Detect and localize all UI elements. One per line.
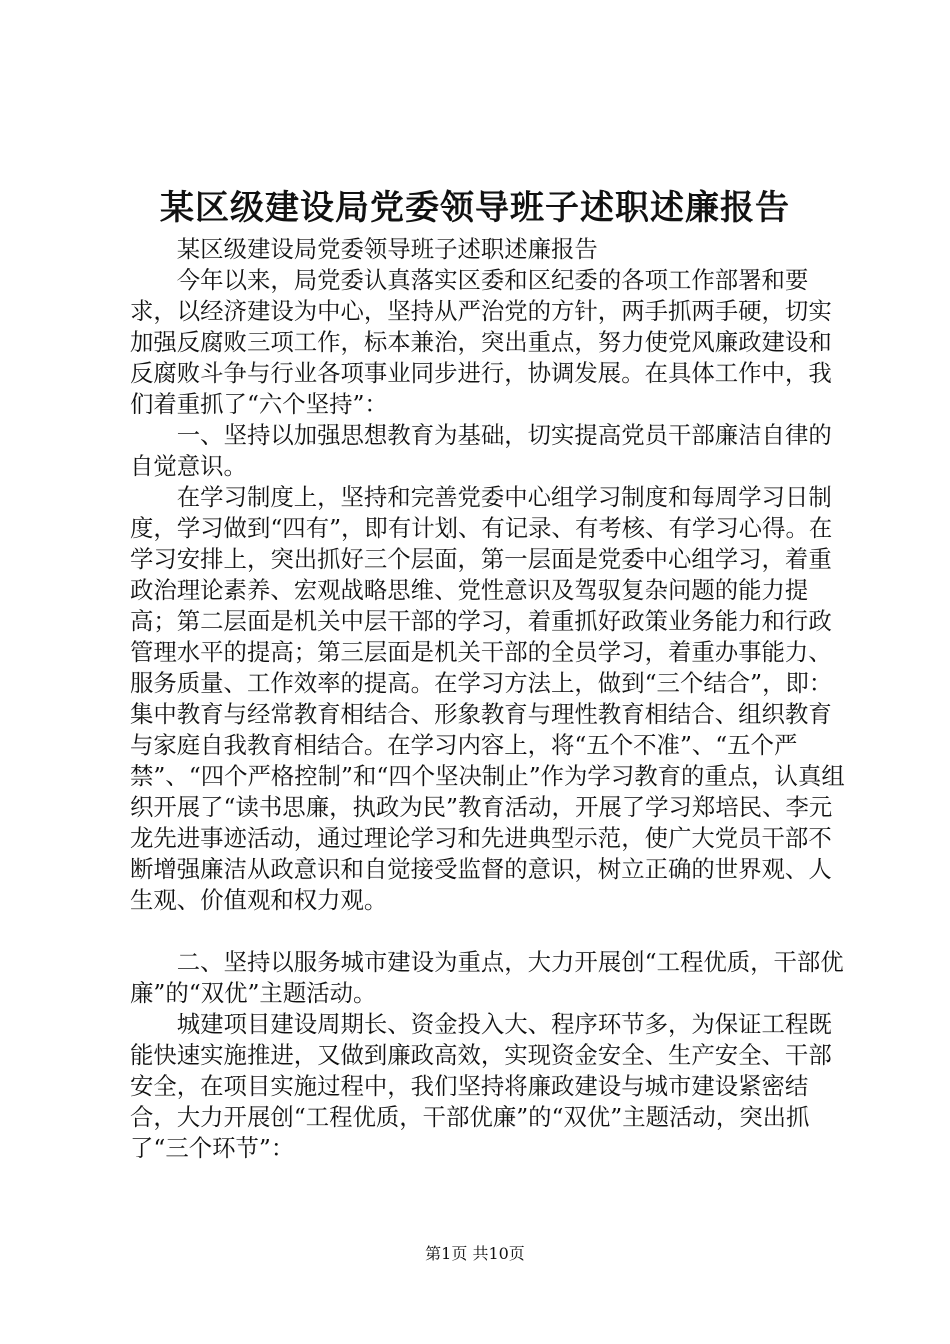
paragraph-heading-one: 一、坚持以加强思想教育为基础，切实提高党员干部廉洁自律的自觉意识。 bbox=[130, 421, 832, 480]
paragraph-heading-two: 二、坚持以服务城市建设为重点，大力开展创“工程优质，干部优廉”的“双优”主题活动。 bbox=[130, 948, 844, 1007]
paragraph-study-system: 在学习制度上，坚持和完善党委中心组学习制度和每周学习日制度，学习做到“四有”，即有计划、有记录、有考核、有学习心得。在学习安排上，突出抓好三个层面，第一层面是党委中心组学习，着重政治理论素养、宏观战略思维、党性意识及驾驭复杂问题的能力提高；第二层面是机关中层干部的学习，着重抓好政策业务能力和行政管理水平的提高；第三层面是机关干部的全员学习，着重办事能力、服务质量、工作效率的提高。在学习方法上，做到“三个结合”，即：集中教育与经常教育相结合、形象教育与理性教育相结合、组织教育与家庭自我教育相结合。在学习内容上，将“五个不准”、“五个严禁”、“四个严格控制”和“四个坚决制止”作为学习教育的重点，认真组织开展了“读书思廉，执政为民”教育活动，开展了学习郑培民、李元龙先进事迹活动，通过理论学习和先进典型示范，使广大党员干部不断增强廉洁从政意识和自觉接受监督的意识，树立正确的世界观、人生观、价值观和权力观。 bbox=[130, 483, 845, 914]
paragraph-subtitle: 某区级建设局党委领导班子述职述廉报告 bbox=[176, 235, 598, 263]
page-number-footer: 第1页 共10页 bbox=[425, 1244, 525, 1263]
document-body bbox=[130, 234, 850, 1164]
document-title: 某区级建设局党委领导班子述职述廉报告 bbox=[160, 188, 790, 228]
paragraph-intro: 今年以来，局党委认真落实区委和区纪委的各项工作部署和要求，以经济建设为中心，坚持从严治党的方针，两手抓两手硬，切实加强反腐败三项工作，标本兼治，突出重点，努力使党风廉政建设和反腐败斗争与行业各项事业同步进行，协调发展。在具体工作中，我们着重抓了“六个坚持”： bbox=[130, 266, 832, 418]
paragraph-urban-projects: 城建项目建设周期长、资金投入大、程序环节多，为保证工程既能快速实施推进，又做到廉政高效，实现资金安全、生产安全、干部安全，在项目实施过程中，我们坚持将廉政建设与城市建设紧密结合，大力开展创“工程优质，干部优廉”的“双优”主题活动，突出抓了“三个环节”： bbox=[130, 1010, 832, 1162]
